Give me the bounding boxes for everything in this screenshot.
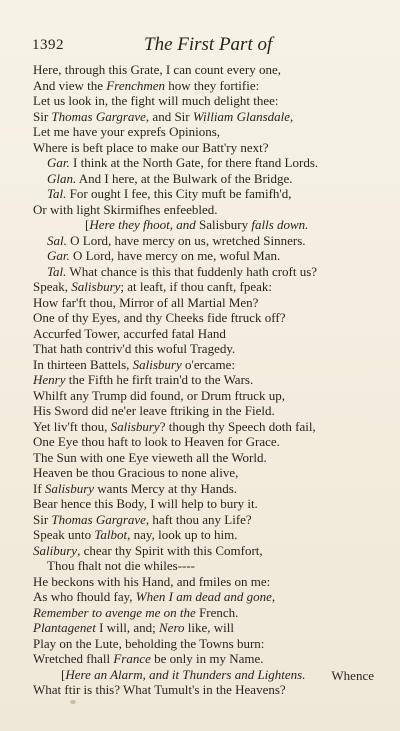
italic-text: Henry	[33, 372, 66, 387]
roman-text: Or with light Skirmifhes enfeebled.	[33, 201, 218, 217]
text-line	[33, 93, 378, 109]
roman-text: Salisbury	[198, 217, 249, 232]
running-head	[32, 34, 372, 56]
italic-text: Salibury	[33, 542, 78, 558]
roman-text: His Sword did ne'er leave ftriking in the Field.	[33, 403, 275, 418]
text-line	[33, 248, 378, 264]
roman-text: wants Mercy at thy Hands.	[94, 480, 238, 496]
italic-text: Sal.	[47, 232, 67, 248]
roman-text: [	[85, 217, 90, 232]
italic-text: Thomas Gargrave	[51, 108, 146, 124]
catchword: Whence	[331, 668, 374, 683]
roman-text: like, will	[184, 620, 235, 635]
italic-text: France	[113, 651, 151, 666]
roman-text: Accurfed Tower, accurfed fatal Hand	[33, 325, 226, 341]
roman-text: ,	[290, 108, 294, 124]
ink-smudge	[70, 700, 76, 704]
roman-text: One Eye thou haft to look to Heaven for Grace.	[33, 434, 280, 449]
italic-text: Nero	[159, 620, 185, 635]
roman-text: Speak unto	[33, 527, 95, 542]
text-line	[33, 171, 378, 187]
roman-text: French.	[195, 604, 239, 620]
roman-text: And view the	[33, 77, 107, 93]
text-line	[33, 605, 378, 621]
roman-text: Thou fhalt not die whiles----	[47, 558, 196, 573]
text-line	[33, 109, 378, 125]
italic-text: Frenchmen	[106, 77, 166, 93]
roman-text: And I here, at the Bulwark of the Bridge.	[76, 170, 293, 186]
text-line	[33, 527, 378, 543]
running-title: The First Part of	[144, 34, 273, 55]
text-line	[33, 62, 378, 78]
roman-text: be only in my Name.	[150, 651, 264, 666]
text-line	[33, 558, 378, 574]
roman-text: Sir	[33, 108, 52, 124]
italic-text: and	[172, 217, 199, 232]
text-line	[33, 78, 378, 94]
text-line	[33, 496, 378, 512]
roman-text: O Lord, have mercy on us, wretched Sinners.	[66, 232, 306, 248]
roman-text: , and Sir	[145, 108, 193, 124]
text-line	[33, 310, 378, 326]
roman-text: The Sun with one Eye vieweth all the World.	[33, 449, 267, 465]
roman-text: Let me have your exprefs Opinions,	[33, 124, 221, 139]
text-line	[33, 620, 378, 636]
text-line	[33, 388, 378, 404]
text-line	[33, 295, 378, 311]
italic-text: falls down.	[248, 217, 309, 232]
roman-text: How far'ft thou, Mirror of all Martial Men?	[33, 294, 259, 310]
italic-text: William Glansdale	[192, 108, 291, 124]
roman-text: , nay, look up to him.	[127, 527, 238, 542]
text-line	[33, 667, 378, 683]
italic-text: Talbot	[94, 527, 128, 542]
italic-text: Tal.	[47, 263, 67, 279]
text-line	[33, 264, 378, 280]
text-line	[33, 279, 378, 295]
italic-text: Thomas Gargrave	[51, 511, 146, 527]
text-line	[33, 341, 378, 357]
roman-text: As who fhould fay,	[33, 589, 136, 604]
text-line	[33, 465, 378, 481]
italic-text: Remember to avenge me on the	[33, 604, 196, 620]
roman-text: ; at leaft, if thou canft, fpeak:	[120, 279, 273, 294]
text-line	[33, 326, 378, 342]
roman-text: , chear thy Spirit with this Comfort,	[77, 542, 263, 558]
roman-text: Whilft any Trump did found, or Drum ftruck up,	[33, 387, 286, 403]
roman-text: That hath contriv'd this woful Tragedy.	[33, 341, 236, 356]
text-line	[33, 124, 378, 140]
text-line	[33, 202, 378, 218]
roman-text: He beckons with his Hand, and fmiles on me:	[33, 573, 271, 589]
text-line	[33, 481, 378, 497]
italic-text: Salisbury	[44, 480, 95, 496]
italic-text: When I am dead and gone,	[135, 589, 276, 604]
text-line	[33, 233, 378, 249]
roman-text: O Lord, have mercy on me, woful Man.	[69, 248, 281, 263]
roman-text: If	[33, 480, 45, 496]
roman-text: In thirteen Battels,	[33, 356, 133, 372]
text-line	[33, 217, 378, 233]
roman-text: I think at the North Gate, for there ftand Lords.	[69, 155, 319, 170]
text-line	[33, 155, 378, 171]
roman-text: Play on the Lute, beholding the Towns burn:	[33, 635, 265, 651]
page-number: 1392	[32, 37, 64, 53]
roman-text: Wretched fhall	[33, 651, 114, 666]
italic-text: Plantagenet	[33, 620, 96, 635]
italic-text: Gar.	[47, 248, 70, 263]
roman-text: Sir	[33, 511, 52, 527]
roman-text: Bear hence this Body, I will help to bury it.	[33, 496, 258, 511]
roman-text: Speak,	[33, 279, 72, 294]
text-line	[33, 357, 378, 373]
roman-text: What ftir is this? What Tumult's in the Heavens?	[33, 682, 286, 697]
roman-text: Here, through this Grate, I can count every one,	[33, 62, 281, 77]
roman-text: , haft thou any Life?	[145, 511, 252, 527]
italic-text: Gar.	[47, 155, 70, 170]
roman-text: the Fifth he firft train'd to the Wars.	[65, 372, 254, 387]
text-line	[33, 403, 378, 419]
italic-text: Salisbury	[71, 279, 121, 294]
text-line	[33, 651, 378, 667]
roman-text: Let us look in, the fight will much delight thee:	[33, 93, 279, 108]
roman-text: Where is beft place to make our Batt'ry next?	[33, 139, 269, 155]
text-line	[33, 543, 378, 559]
roman-text: how they fortifie:	[165, 77, 260, 93]
play-text	[33, 62, 378, 698]
text-line	[33, 372, 378, 388]
italic-text: Here they fhoot,	[89, 217, 173, 232]
text-line	[33, 512, 378, 528]
roman-text: [	[61, 666, 66, 682]
roman-text: Yet liv'ft thou,	[33, 418, 111, 434]
roman-text: For ought I fee, this City muft be famifh'd,	[66, 186, 292, 201]
text-line	[33, 589, 378, 605]
roman-text: Heaven be thou Gracious to none alive,	[33, 465, 239, 480]
text-line	[33, 574, 378, 590]
text-line	[33, 434, 378, 450]
roman-text: One of thy Eyes, and thy Cheeks fide ftruck off?	[33, 310, 286, 325]
text-line	[33, 450, 378, 466]
roman-text: o'ercame:	[181, 356, 235, 372]
italic-text: Salisbury	[110, 418, 160, 434]
roman-text: ? though thy Speech doth fail,	[159, 418, 316, 434]
text-line	[33, 186, 378, 202]
italic-text: Salisbury	[132, 356, 182, 372]
text-line	[33, 140, 378, 156]
roman-text: I will, and;	[95, 620, 160, 635]
text-line	[33, 636, 378, 652]
text-line	[33, 682, 378, 698]
text-line	[33, 419, 378, 435]
italic-text: Glan.	[47, 170, 77, 186]
italic-text: Tal.	[47, 186, 67, 201]
italic-text: Here an Alarm, and it Thunders and Lightens.	[65, 666, 306, 682]
roman-text: What chance is this that fuddenly hath croft us?	[66, 263, 318, 279]
